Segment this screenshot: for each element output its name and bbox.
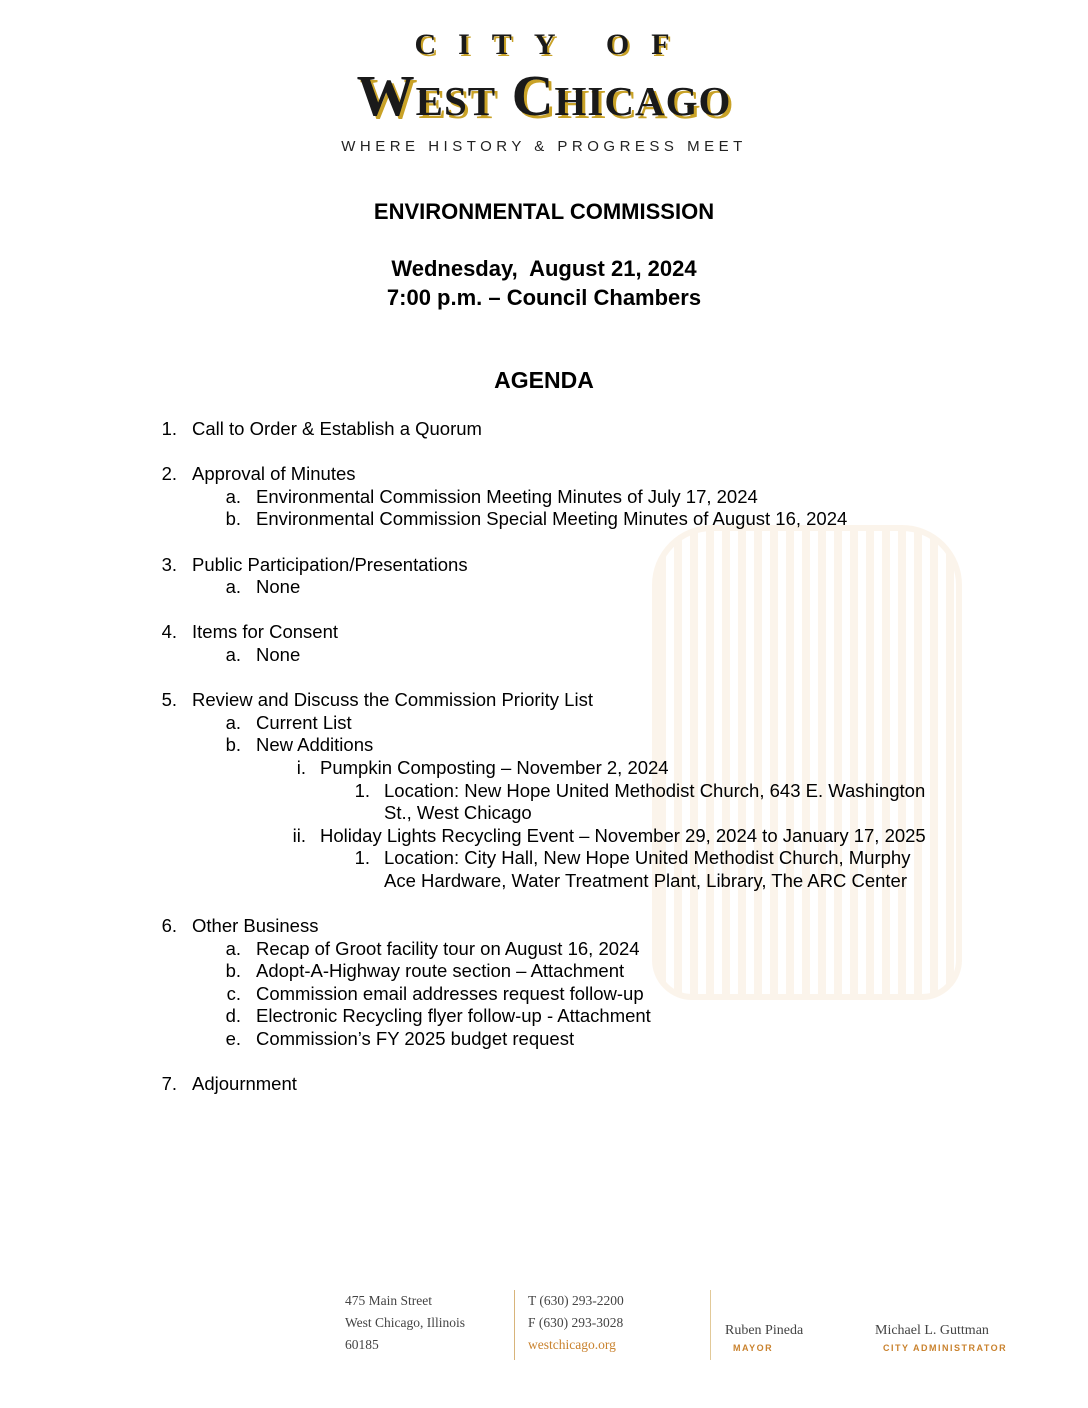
- agenda-subitem-2b: [0, 508, 1088, 531]
- fax-number: F (630) 293-3028: [528, 1315, 624, 1330]
- item-number: 6.: [161, 915, 177, 937]
- agenda-subitem-5b-i-1-cont: [0, 802, 1088, 825]
- address-street: 475 Main Street: [345, 1293, 432, 1308]
- agenda-subitem-2a: [0, 486, 1088, 509]
- item-number: b.: [225, 508, 241, 530]
- agenda-subitem-5b: [0, 734, 1088, 757]
- item-number: 1.: [354, 779, 370, 801]
- agenda-subitem-5b-ii: [0, 825, 1088, 848]
- footer-divider: [514, 1290, 515, 1360]
- item-number: b.: [225, 734, 241, 756]
- logo-city-of: CITY OF: [414, 28, 692, 61]
- item-number: a.: [225, 485, 241, 507]
- address-city: West Chicago, Illinois: [345, 1315, 466, 1330]
- item-text-continued: Ace Hardware, Water Treatment Plant, Library, The ARC Center: [384, 869, 908, 891]
- agenda-subitem-5b-ii-1-cont: [0, 870, 1088, 893]
- agenda-subitem-5b-ii-1: [0, 847, 1088, 870]
- item-number: ii.: [292, 824, 306, 846]
- agenda-item-5: [0, 689, 1088, 712]
- agenda-subitem-5b-i: [0, 757, 1088, 780]
- agenda-subitem-5b-i-1: [0, 780, 1088, 803]
- item-text: Other Business: [192, 915, 319, 937]
- item-text: None: [256, 576, 301, 598]
- mayor-title: MAYOR: [733, 1343, 774, 1353]
- agenda-subitem-6d: [0, 1005, 1088, 1028]
- item-text: Electronic Recycling flyer follow-up - Attachment: [256, 1005, 651, 1027]
- meeting-date: Wednesday, August 21, 2024: [391, 256, 697, 281]
- item-text: Current List: [256, 711, 352, 733]
- item-number: 1.: [161, 418, 177, 439]
- item-text: Approval of Minutes: [192, 463, 356, 485]
- item-number: 5.: [161, 689, 177, 711]
- agenda-subitem-3a: [0, 576, 1088, 599]
- item-number: a.: [225, 937, 241, 959]
- item-number: b.: [225, 960, 241, 982]
- agenda-title: AGENDA: [494, 367, 594, 393]
- agenda-subitem-4a: [0, 644, 1088, 667]
- item-text: Adopt-A-Highway route section – Attachment: [256, 960, 625, 982]
- mayor-name: Ruben Pineda: [725, 1323, 804, 1338]
- agenda-item-4: [0, 621, 1088, 644]
- item-text: Holiday Lights Recycling Event – November 29, 2024 to January 17, 2025: [320, 824, 926, 846]
- administrator-name: Michael L. Guttman: [875, 1323, 989, 1338]
- item-text: Public Participation/Presentations: [192, 553, 468, 575]
- agenda-item-2: [0, 463, 1088, 486]
- item-text: Review and Discuss the Commission Priority List: [192, 689, 593, 711]
- item-number: i.: [296, 756, 306, 778]
- administrator-title: CITY ADMINISTRATOR: [883, 1343, 1008, 1353]
- agenda-subitem-5a: [0, 712, 1088, 735]
- item-number: a.: [225, 643, 241, 665]
- logo-west-chicago: West Chicago: [356, 63, 732, 128]
- phone-number: T (630) 293-2200: [528, 1293, 624, 1308]
- agenda-item-3: [0, 554, 1088, 577]
- agenda-subitem-6a: [0, 938, 1088, 961]
- agenda-item-6: [0, 915, 1088, 938]
- item-number: 3.: [161, 553, 177, 575]
- item-number: c.: [226, 982, 241, 1004]
- item-text: Items for Consent: [192, 621, 339, 643]
- item-text: Adjournment: [192, 1073, 297, 1095]
- commission-title: ENVIRONMENTAL COMMISSION: [373, 199, 715, 224]
- item-text: Environmental Commission Meeting Minutes of July 17, 2024: [256, 485, 758, 507]
- item-number: 2.: [161, 463, 177, 485]
- item-text-continued: St., West Chicago: [384, 802, 532, 824]
- agenda-subitem-6c: [0, 983, 1088, 1006]
- item-number: 7.: [161, 1073, 177, 1095]
- footer-address: [345, 1290, 465, 1356]
- agenda-item-7: [0, 1073, 1088, 1096]
- item-number: a.: [225, 576, 241, 598]
- item-text: Commission email addresses request follow-up: [256, 982, 644, 1004]
- footer-divider: [710, 1290, 711, 1360]
- footer-contact: [528, 1290, 624, 1356]
- agenda-subitem-6b: [0, 960, 1088, 983]
- item-number: a.: [225, 711, 241, 733]
- item-text: Location: City Hall, New Hope United Methodist Church, Murphy: [384, 847, 911, 869]
- item-number: 4.: [161, 621, 177, 643]
- agenda-list: [0, 418, 1088, 1096]
- item-number: d.: [225, 1005, 241, 1027]
- item-number: 1.: [354, 847, 370, 869]
- logo-tagline: WHERE HISTORY & PROGRESS MEET: [341, 138, 747, 155]
- footer-administrator: [875, 1320, 1007, 1354]
- item-text: Commission’s FY 2025 budget request: [256, 1028, 575, 1050]
- item-number: e.: [225, 1028, 241, 1050]
- item-text: Environmental Commission Special Meeting Minutes of August 16, 2024: [256, 508, 848, 530]
- item-text: Location: New Hope United Methodist Church, 643 E. Washington: [384, 779, 926, 801]
- agenda-subitem-6e: [0, 1028, 1088, 1051]
- item-text: Call to Order & Establish a Quorum: [192, 418, 482, 439]
- website-link[interactable]: westchicago.org: [528, 1337, 616, 1352]
- address-zip: 60185: [345, 1337, 379, 1352]
- footer-mayor: [725, 1320, 803, 1354]
- item-text: New Additions: [256, 734, 374, 756]
- agenda-item-1: [0, 418, 1088, 441]
- item-text: None: [256, 643, 301, 665]
- meeting-time-place: 7:00 p.m. – Council Chambers: [386, 285, 702, 310]
- item-text: Recap of Groot facility tour on August 16, 2024: [256, 937, 640, 959]
- item-text: Pumpkin Composting – November 2, 2024: [320, 756, 669, 778]
